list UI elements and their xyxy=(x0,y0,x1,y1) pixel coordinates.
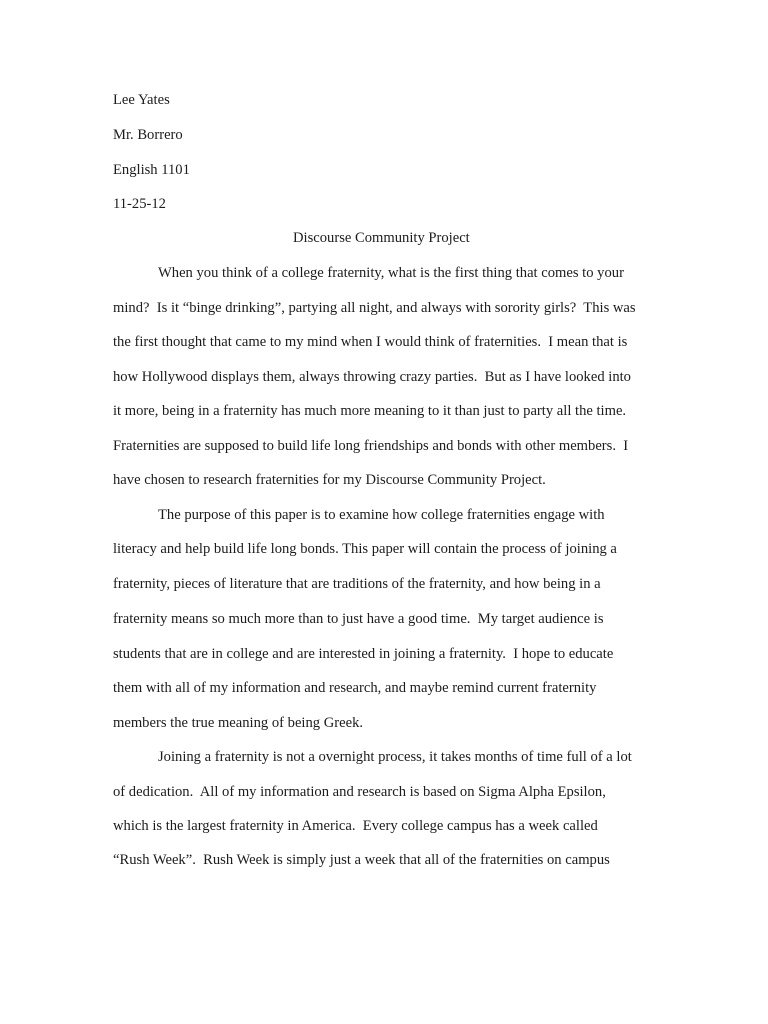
date: 11-25-12 xyxy=(113,196,166,212)
body-line: have chosen to research fraternities for my Discourse Community Project. xyxy=(113,472,546,488)
body-line: Joining a fraternity is not a overnight process, it takes months of time full of a lot xyxy=(158,749,632,765)
course-name: English 1101 xyxy=(113,162,190,178)
body-line: fraternity, pieces of literature that are traditions of the fraternity, and how being in a xyxy=(113,576,601,592)
body-line: students that are in college and are interested in joining a fraternity. I hope to educate xyxy=(113,646,614,662)
body-line: members the true meaning of being Greek. xyxy=(113,715,364,731)
body-line: The purpose of this paper is to examine how college fraternities engage with xyxy=(158,507,605,523)
body-line: how Hollywood displays them, always throwing crazy parties. But as I have looked into xyxy=(113,369,631,385)
body-line: them with all of my information and research, and maybe remind current fraternity xyxy=(113,680,597,696)
body-line: which is the largest fraternity in America. Every college campus has a week called xyxy=(113,818,598,834)
body-line: Fraternities are supposed to build life long friendships and bonds with other members. I xyxy=(113,438,629,454)
paper-title: Discourse Community Project xyxy=(293,230,470,246)
body-line: “Rush Week”. Rush Week is simply just a week that all of the fraternities on campus xyxy=(113,852,610,868)
body-line: literacy and help build life long bonds. This paper will contain the process of joining a xyxy=(113,541,617,557)
body-line: it more, being in a fraternity has much more meaning to it than just to party all the time. xyxy=(113,403,627,419)
body-line: mind? Is it “binge drinking”, partying all night, and always with sorority girls? This was xyxy=(113,300,636,316)
instructor-name: Mr. Borrero xyxy=(113,127,183,143)
body-line: When you think of a college fraternity, what is the first thing that comes to your xyxy=(158,265,624,281)
body-line: fraternity means so much more than to just have a good time. My target audience is xyxy=(113,611,604,627)
body-line: of dedication. All of my information and research is based on Sigma Alpha Epsilon, xyxy=(113,784,606,800)
body-line: the first thought that came to my mind when I would think of fraternities. I mean that is xyxy=(113,334,628,350)
author-name: Lee Yates xyxy=(113,92,170,108)
